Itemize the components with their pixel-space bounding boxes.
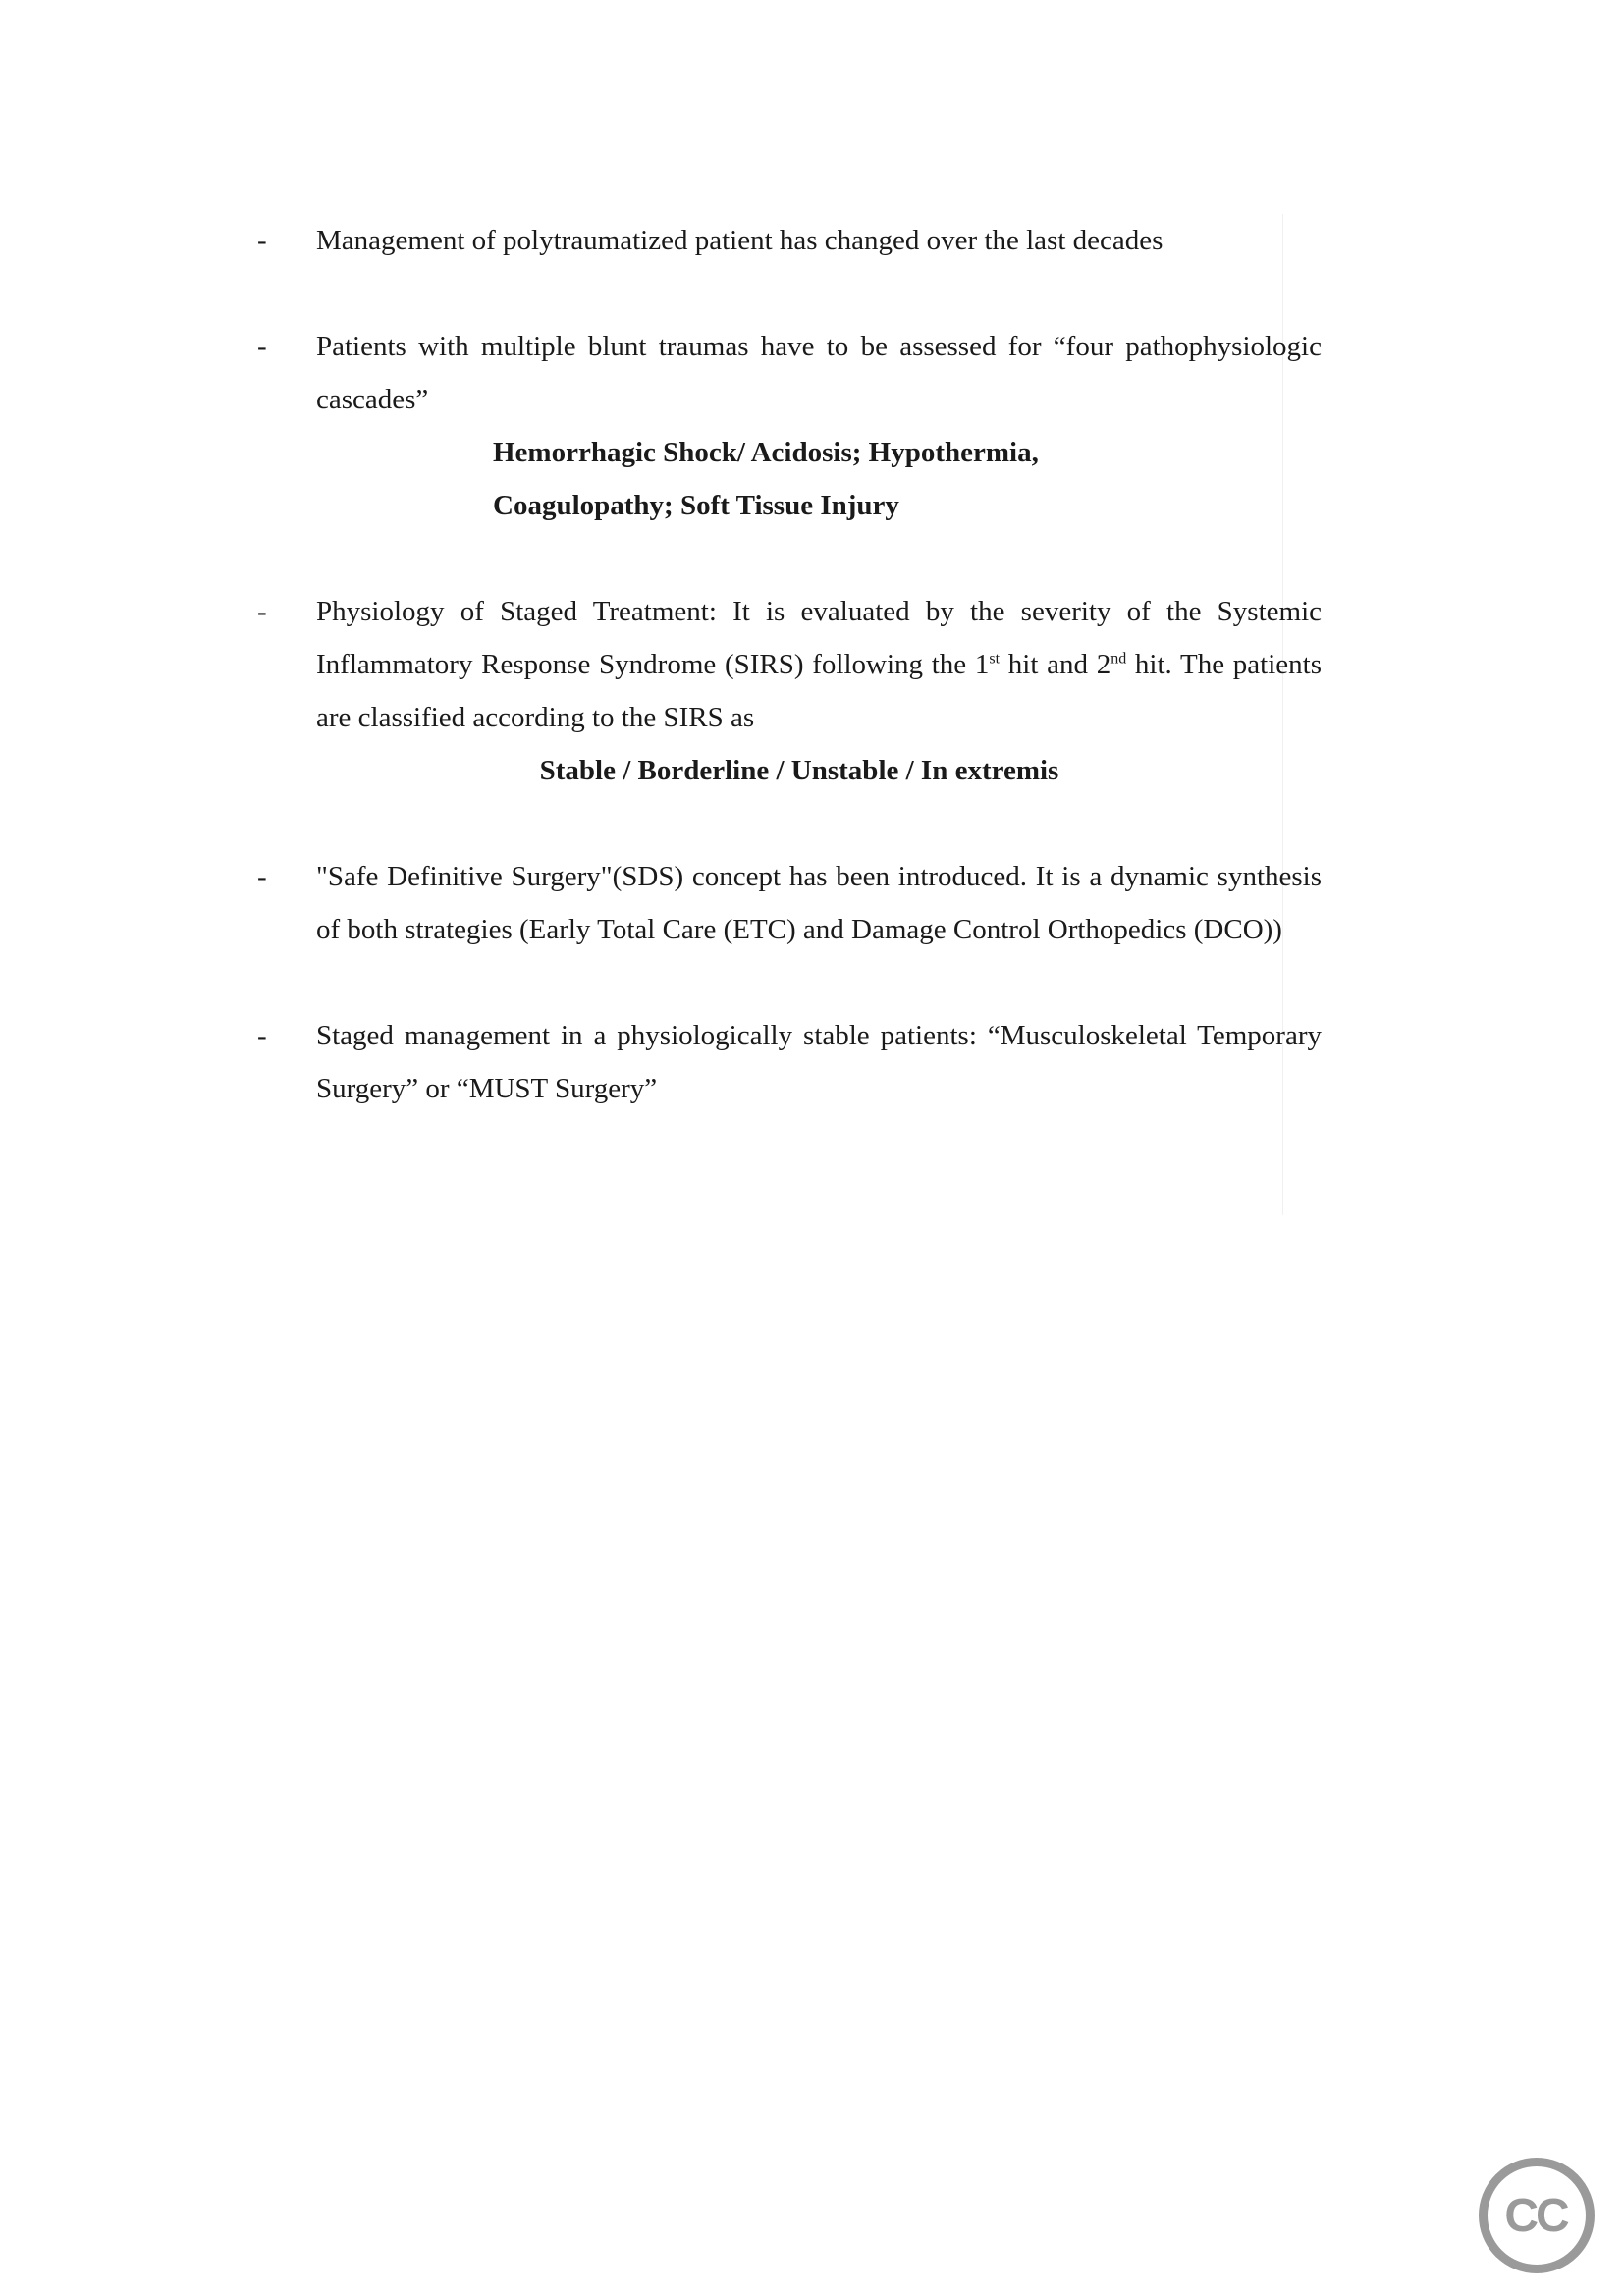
bullet-item-sds	[257, 850, 1322, 956]
creative-commons-icon	[1479, 2158, 1595, 2273]
bullet-text: "Safe Definitive Surgery"(SDS) concept has been introduced. It is a dynamic synthesis of both strategies (Early Total Care (ETC) and Damage Control Orthopedics (DCO))	[316, 861, 1322, 945]
superscript-st: st	[989, 650, 1001, 667]
sirs-classes	[316, 744, 1322, 797]
bullet-text: Management of polytraumatized patient has changed over the last decades	[316, 225, 1164, 256]
cc-label: CC	[1504, 2189, 1567, 2242]
cascades-line-1: Hemorrhagic Shock/ Acidosis; Hypothermia,	[493, 437, 1039, 468]
bullet-text: Staged management in a physiologically stable patients: “Musculoskeletal Temporary Surgery” or “MUST Surgery”	[316, 1020, 1322, 1104]
sirs-classes-line: Stable / Borderline / Unstable / In extremis	[539, 755, 1059, 786]
text-part-2: hit and 2	[1000, 649, 1111, 680]
bullet-dash: -	[257, 861, 267, 892]
bullet-dash: -	[257, 331, 267, 362]
bullet-text	[316, 585, 1322, 744]
text-part-3: hit. The patients are classified according to the SIRS as	[316, 649, 1322, 733]
bullet-item-must	[257, 1009, 1322, 1115]
bullet-item-staged-treatment	[257, 585, 1322, 797]
bullet-dash: -	[257, 1020, 267, 1051]
cascades-line-2: Coagulopathy; Soft Tissue Injury	[493, 490, 899, 521]
bullet-dash: -	[257, 596, 267, 627]
bullet-item-management	[257, 214, 1322, 267]
cascades-list	[316, 426, 1322, 532]
bullet-text: Patients with multiple blunt traumas have to be assessed for “four pathophysiologic cascades”	[316, 331, 1322, 415]
bullet-dash: -	[257, 225, 267, 256]
bullet-list	[257, 214, 1322, 1215]
bullet-item-cascades	[257, 320, 1322, 532]
superscript-nd: nd	[1110, 650, 1127, 667]
text-part-1: Physiology of Staged Treatment: It is evaluated by the severity of the Systemic Inflammatory Response Syndrome (SIRS) following the 1	[316, 596, 1322, 680]
